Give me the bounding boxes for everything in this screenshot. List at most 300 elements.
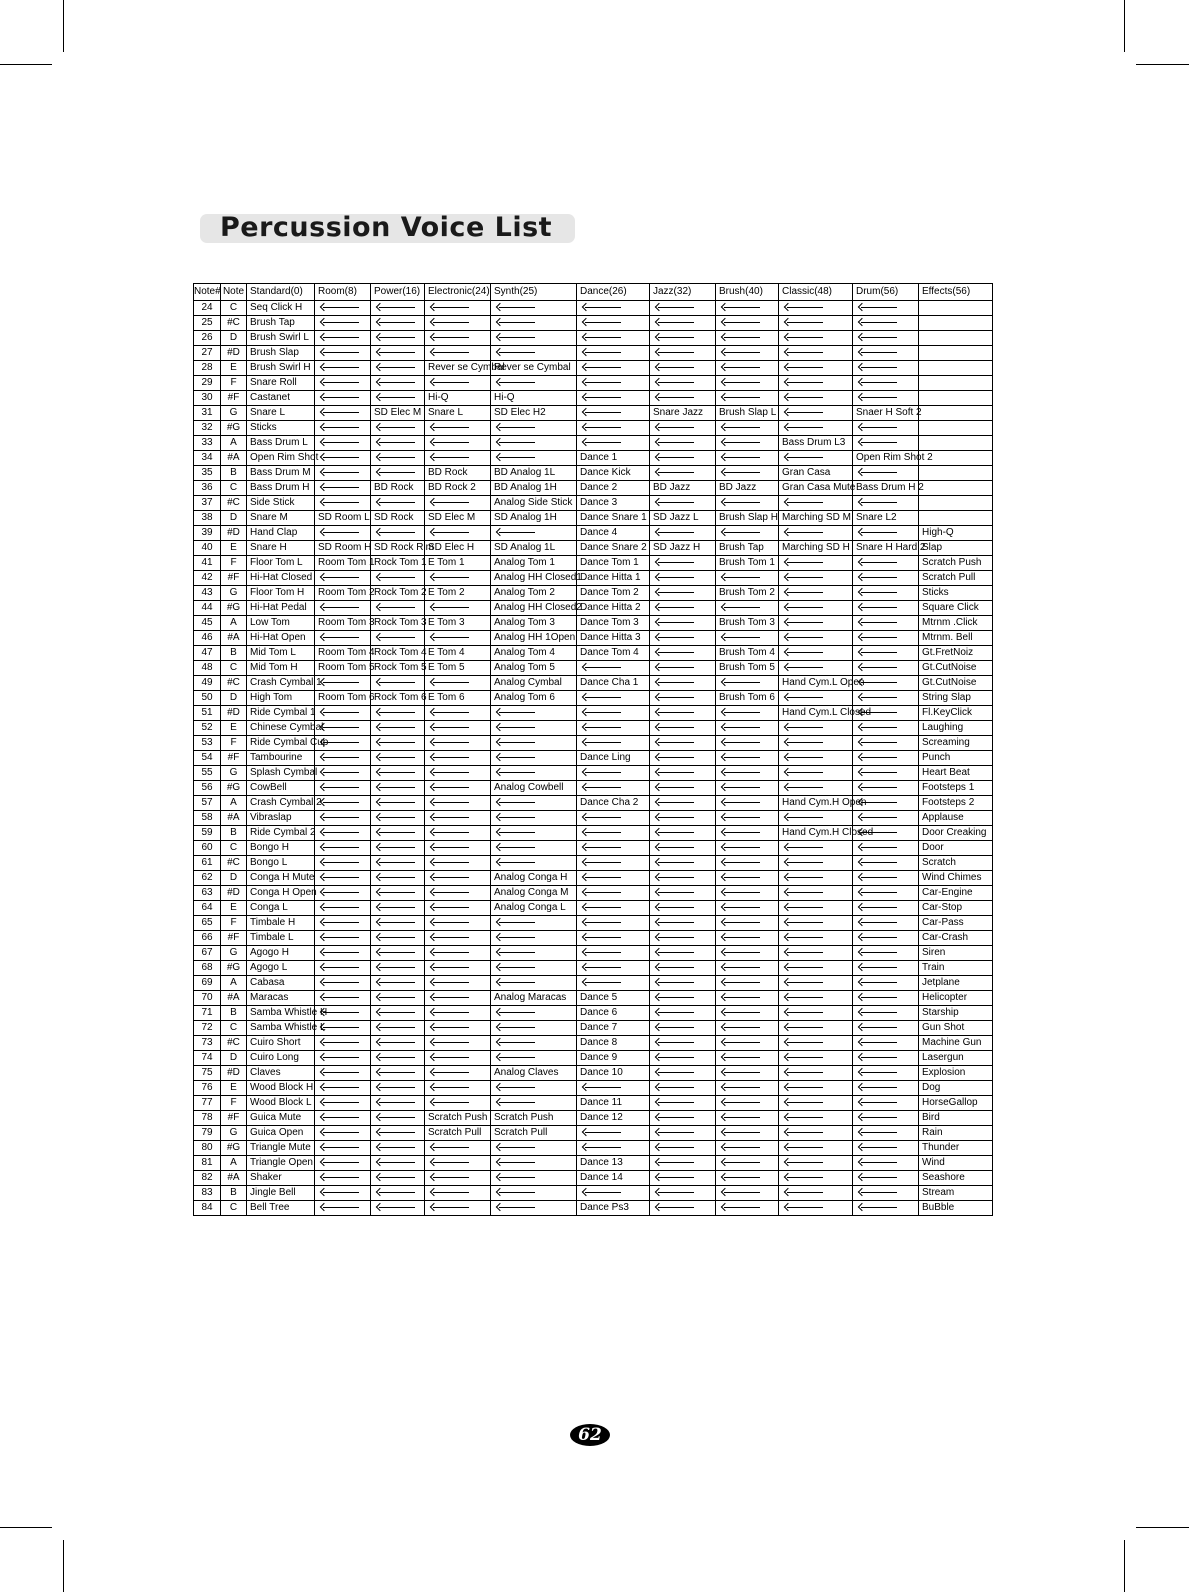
left-arrow-icon (431, 1008, 469, 1016)
table-row (194, 886, 993, 901)
table-cell: Fl.KeyClick (919, 706, 993, 721)
left-arrow-icon (321, 948, 359, 956)
same-as-standard-arrow-cell (425, 1051, 491, 1066)
left-arrow-icon (321, 423, 359, 431)
left-arrow-icon (785, 333, 823, 341)
table-cell: Mtrnm .Click (919, 616, 993, 631)
table-cell: Helicopter (919, 991, 993, 1006)
page-number: 62 (570, 1424, 610, 1446)
left-arrow-icon (859, 438, 897, 446)
left-arrow-icon (431, 633, 469, 641)
left-arrow-icon (656, 1008, 694, 1016)
same-as-standard-arrow-cell (371, 436, 425, 451)
table-cell: Dance 3 (577, 496, 650, 511)
table-cell: Dance Snare 1 (577, 511, 650, 526)
same-as-standard-arrow-cell (491, 1096, 577, 1111)
same-as-standard-arrow-cell (491, 961, 577, 976)
table-cell: D (221, 511, 247, 526)
table-row (194, 316, 993, 331)
same-as-standard-arrow-cell (491, 931, 577, 946)
table-cell: Lasergun (919, 1051, 993, 1066)
left-arrow-icon (431, 903, 469, 911)
left-arrow-icon (785, 588, 823, 596)
table-cell: 36 (194, 481, 221, 496)
table-cell (919, 421, 993, 436)
left-arrow-icon (377, 1083, 415, 1091)
left-arrow-icon (722, 933, 760, 941)
same-as-standard-arrow-cell (577, 766, 650, 781)
table-cell: 41 (194, 556, 221, 571)
table-cell: Guica Open (247, 1126, 315, 1141)
table-cell: Timbale H (247, 916, 315, 931)
same-as-standard-arrow-cell (779, 631, 853, 646)
same-as-standard-arrow-cell (371, 631, 425, 646)
left-arrow-icon (785, 933, 823, 941)
same-as-standard-arrow-cell (315, 571, 371, 586)
left-arrow-icon (431, 738, 469, 746)
same-as-standard-arrow-cell (779, 1126, 853, 1141)
table-cell: Scratch Push (425, 1111, 491, 1126)
left-arrow-icon (785, 498, 823, 506)
same-as-standard-arrow-cell (577, 1081, 650, 1096)
left-arrow-icon (583, 783, 621, 791)
table-cell: Claves (247, 1066, 315, 1081)
left-arrow-icon (859, 903, 897, 911)
same-as-standard-arrow-cell (853, 1141, 919, 1156)
left-arrow-icon (321, 798, 359, 806)
left-arrow-icon (377, 753, 415, 761)
same-as-standard-arrow-cell (779, 931, 853, 946)
same-as-standard-arrow-cell (425, 1156, 491, 1171)
same-as-standard-arrow-cell (779, 376, 853, 391)
table-cell: 24 (194, 301, 221, 316)
same-as-standard-arrow-cell (425, 721, 491, 736)
table-cell: Brush Tom 6 (716, 691, 779, 706)
table-cell: #C (221, 1036, 247, 1051)
same-as-standard-arrow-cell (425, 931, 491, 946)
left-arrow-icon (377, 1023, 415, 1031)
same-as-standard-arrow-cell (425, 811, 491, 826)
same-as-standard-arrow-cell (650, 796, 716, 811)
table-cell: 40 (194, 541, 221, 556)
table-row (194, 976, 993, 991)
same-as-standard-arrow-cell (491, 316, 577, 331)
left-arrow-icon (656, 663, 694, 671)
same-as-standard-arrow-cell (779, 526, 853, 541)
table-cell: Starship (919, 1006, 993, 1021)
left-arrow-icon (377, 1068, 415, 1076)
same-as-standard-arrow-cell (650, 421, 716, 436)
table-row (194, 481, 993, 496)
same-as-standard-arrow-cell (371, 1111, 425, 1126)
same-as-standard-arrow-cell (315, 316, 371, 331)
table-cell: Samba Whistle H (247, 1006, 315, 1021)
table-cell: Jingle Bell (247, 1186, 315, 1201)
same-as-standard-arrow-cell (425, 916, 491, 931)
table-cell: D (221, 1051, 247, 1066)
left-arrow-icon (859, 318, 897, 326)
left-arrow-icon (656, 423, 694, 431)
table-cell: #D (221, 706, 247, 721)
same-as-standard-arrow-cell (491, 1141, 577, 1156)
same-as-standard-arrow-cell (650, 1141, 716, 1156)
table-cell: Rock Tom 1 (371, 556, 425, 571)
same-as-standard-arrow-cell (853, 376, 919, 391)
left-arrow-icon (785, 1188, 823, 1196)
same-as-standard-arrow-cell (425, 901, 491, 916)
table-body (194, 301, 993, 1216)
same-as-standard-arrow-cell (716, 571, 779, 586)
same-as-standard-arrow-cell (779, 691, 853, 706)
same-as-standard-arrow-cell (853, 436, 919, 451)
table-cell: Conga H Open (247, 886, 315, 901)
same-as-standard-arrow-cell (650, 1036, 716, 1051)
same-as-standard-arrow-cell (853, 346, 919, 361)
table-cell: Dance Cha 2 (577, 796, 650, 811)
left-arrow-icon (656, 903, 694, 911)
same-as-standard-arrow-cell (491, 1021, 577, 1036)
left-arrow-icon (859, 858, 897, 866)
same-as-standard-arrow-cell (779, 811, 853, 826)
left-arrow-icon (377, 858, 415, 866)
same-as-standard-arrow-cell (315, 1081, 371, 1096)
same-as-standard-arrow-cell (371, 1201, 425, 1216)
table-cell: Car-Stop (919, 901, 993, 916)
same-as-standard-arrow-cell (716, 781, 779, 796)
table-cell: #A (221, 451, 247, 466)
same-as-standard-arrow-cell (425, 496, 491, 511)
table-cell: 37 (194, 496, 221, 511)
same-as-standard-arrow-cell (650, 991, 716, 1006)
left-arrow-icon (431, 498, 469, 506)
table-cell: Bass Drum M (247, 466, 315, 481)
left-arrow-icon (583, 1128, 621, 1136)
same-as-standard-arrow-cell (716, 721, 779, 736)
same-as-standard-arrow-cell (779, 1066, 853, 1081)
left-arrow-icon (656, 753, 694, 761)
left-arrow-icon (321, 843, 359, 851)
left-arrow-icon (377, 873, 415, 881)
crop-mark (0, 64, 52, 65)
same-as-standard-arrow-cell (371, 1171, 425, 1186)
same-as-standard-arrow-cell (315, 781, 371, 796)
same-as-standard-arrow-cell (650, 766, 716, 781)
same-as-standard-arrow-cell (315, 826, 371, 841)
left-arrow-icon (722, 303, 760, 311)
left-arrow-icon (321, 1173, 359, 1181)
same-as-standard-arrow-cell (716, 466, 779, 481)
crop-mark (1124, 0, 1125, 52)
same-as-standard-arrow-cell (650, 1156, 716, 1171)
same-as-standard-arrow-cell (315, 811, 371, 826)
table-cell: 51 (194, 706, 221, 721)
table-row (194, 406, 993, 421)
column-header: Brush(40) (716, 284, 779, 301)
left-arrow-icon (321, 1143, 359, 1151)
left-arrow-icon (656, 963, 694, 971)
table-row (194, 541, 993, 556)
left-arrow-icon (722, 738, 760, 746)
table-cell: Car-Crash (919, 931, 993, 946)
left-arrow-icon (656, 918, 694, 926)
same-as-standard-arrow-cell (779, 1036, 853, 1051)
same-as-standard-arrow-cell (716, 526, 779, 541)
same-as-standard-arrow-cell (577, 661, 650, 676)
table-cell: Brush Tom 1 (716, 556, 779, 571)
left-arrow-icon (497, 828, 535, 836)
crop-mark (1136, 1527, 1189, 1528)
left-arrow-icon (785, 888, 823, 896)
same-as-standard-arrow-cell (371, 736, 425, 751)
same-as-standard-arrow-cell (716, 1156, 779, 1171)
table-cell: Bird (919, 1111, 993, 1126)
table-cell: Brush Swirl H (247, 361, 315, 376)
left-arrow-icon (859, 423, 897, 431)
table-cell: #F (221, 1111, 247, 1126)
left-arrow-icon (656, 498, 694, 506)
same-as-standard-arrow-cell (577, 886, 650, 901)
left-arrow-icon (321, 528, 359, 536)
table-cell: Dance Ling (577, 751, 650, 766)
same-as-standard-arrow-cell (779, 556, 853, 571)
same-as-standard-arrow-cell (650, 661, 716, 676)
same-as-standard-arrow-cell (491, 1201, 577, 1216)
table-cell (919, 436, 993, 451)
table-cell: Snare L2 (853, 511, 919, 526)
same-as-standard-arrow-cell (371, 886, 425, 901)
left-arrow-icon (583, 348, 621, 356)
same-as-standard-arrow-cell (425, 781, 491, 796)
same-as-standard-arrow-cell (315, 721, 371, 736)
left-arrow-icon (321, 963, 359, 971)
table-cell: 77 (194, 1096, 221, 1111)
table-row (194, 646, 993, 661)
same-as-standard-arrow-cell (650, 946, 716, 961)
same-as-standard-arrow-cell (315, 1036, 371, 1051)
left-arrow-icon (785, 663, 823, 671)
same-as-standard-arrow-cell (853, 826, 919, 841)
left-arrow-icon (583, 393, 621, 401)
left-arrow-icon (377, 933, 415, 941)
table-row (194, 466, 993, 481)
table-row (194, 856, 993, 871)
left-arrow-icon (377, 1203, 415, 1211)
table-cell: 49 (194, 676, 221, 691)
same-as-standard-arrow-cell (371, 931, 425, 946)
left-arrow-icon (321, 888, 359, 896)
table-cell: Hi-Q (425, 391, 491, 406)
same-as-standard-arrow-cell (779, 331, 853, 346)
left-arrow-icon (377, 978, 415, 986)
left-arrow-icon (431, 1203, 469, 1211)
table-cell: #A (221, 811, 247, 826)
left-arrow-icon (431, 753, 469, 761)
same-as-standard-arrow-cell (371, 571, 425, 586)
left-arrow-icon (377, 453, 415, 461)
left-arrow-icon (497, 948, 535, 956)
left-arrow-icon (859, 678, 897, 686)
left-arrow-icon (321, 723, 359, 731)
same-as-standard-arrow-cell (779, 616, 853, 631)
same-as-standard-arrow-cell (650, 571, 716, 586)
same-as-standard-arrow-cell (371, 496, 425, 511)
same-as-standard-arrow-cell (650, 376, 716, 391)
same-as-standard-arrow-cell (577, 736, 650, 751)
table-cell: Open Rim Shot 2 (853, 451, 919, 466)
table-row (194, 736, 993, 751)
left-arrow-icon (583, 1143, 621, 1151)
same-as-standard-arrow-cell (491, 946, 577, 961)
table-row (194, 1021, 993, 1036)
left-arrow-icon (785, 1053, 823, 1061)
table-cell: #C (221, 676, 247, 691)
left-arrow-icon (785, 993, 823, 1001)
same-as-standard-arrow-cell (315, 796, 371, 811)
table-cell: SD Room H (315, 541, 371, 556)
same-as-standard-arrow-cell (371, 1126, 425, 1141)
table-cell: B (221, 466, 247, 481)
column-header: Note# (194, 284, 221, 301)
table-cell: Explosion (919, 1066, 993, 1081)
table-cell: #D (221, 886, 247, 901)
table-cell: E (221, 721, 247, 736)
left-arrow-icon (785, 1128, 823, 1136)
table-cell: Snare M (247, 511, 315, 526)
table-cell: D (221, 331, 247, 346)
left-arrow-icon (722, 678, 760, 686)
table-cell: Analog Side Stick (491, 496, 577, 511)
table-cell: Analog Claves (491, 1066, 577, 1081)
table-cell: 82 (194, 1171, 221, 1186)
table-cell: Dog (919, 1081, 993, 1096)
left-arrow-icon (377, 1143, 415, 1151)
table-cell: 55 (194, 766, 221, 781)
same-as-standard-arrow-cell (716, 1201, 779, 1216)
left-arrow-icon (431, 828, 469, 836)
table-cell: #G (221, 1141, 247, 1156)
same-as-standard-arrow-cell (315, 901, 371, 916)
table-cell: 43 (194, 586, 221, 601)
table-cell: G (221, 766, 247, 781)
left-arrow-icon (859, 753, 897, 761)
left-arrow-icon (377, 1173, 415, 1181)
left-arrow-icon (785, 648, 823, 656)
table-cell: 65 (194, 916, 221, 931)
left-arrow-icon (583, 303, 621, 311)
crop-mark (1124, 1540, 1125, 1592)
same-as-standard-arrow-cell (315, 421, 371, 436)
same-as-standard-arrow-cell (315, 916, 371, 931)
same-as-standard-arrow-cell (716, 1096, 779, 1111)
table-cell: HorseGallop (919, 1096, 993, 1111)
same-as-standard-arrow-cell (716, 1111, 779, 1126)
left-arrow-icon (859, 948, 897, 956)
same-as-standard-arrow-cell (491, 1051, 577, 1066)
left-arrow-icon (656, 1158, 694, 1166)
left-arrow-icon (377, 843, 415, 851)
table-cell: Dance Tom 1 (577, 556, 650, 571)
table-cell: 70 (194, 991, 221, 1006)
table-cell: BD Analog 1L (491, 466, 577, 481)
left-arrow-icon (656, 1143, 694, 1151)
left-arrow-icon (859, 378, 897, 386)
same-as-standard-arrow-cell (853, 1186, 919, 1201)
left-arrow-icon (431, 438, 469, 446)
table-row (194, 751, 993, 766)
table-cell: 61 (194, 856, 221, 871)
same-as-standard-arrow-cell (371, 916, 425, 931)
left-arrow-icon (785, 1113, 823, 1121)
same-as-standard-arrow-cell (371, 316, 425, 331)
left-arrow-icon (497, 708, 535, 716)
table-cell: Dance 12 (577, 1111, 650, 1126)
table-cell: Gt.CutNoise (919, 676, 993, 691)
same-as-standard-arrow-cell (315, 1186, 371, 1201)
left-arrow-icon (859, 1188, 897, 1196)
same-as-standard-arrow-cell (425, 736, 491, 751)
left-arrow-icon (321, 363, 359, 371)
left-arrow-icon (431, 573, 469, 581)
left-arrow-icon (859, 588, 897, 596)
table-cell: Bass Drum L (247, 436, 315, 451)
same-as-standard-arrow-cell (853, 601, 919, 616)
left-arrow-icon (321, 408, 359, 416)
left-arrow-icon (656, 873, 694, 881)
table-cell: Bongo H (247, 841, 315, 856)
left-arrow-icon (431, 768, 469, 776)
column-header: Jazz(32) (650, 284, 716, 301)
same-as-standard-arrow-cell (779, 766, 853, 781)
table-cell: G (221, 946, 247, 961)
same-as-standard-arrow-cell (425, 796, 491, 811)
same-as-standard-arrow-cell (779, 1141, 853, 1156)
same-as-standard-arrow-cell (491, 1006, 577, 1021)
left-arrow-icon (859, 918, 897, 926)
column-header: Note (221, 284, 247, 301)
left-arrow-icon (656, 828, 694, 836)
left-arrow-icon (583, 933, 621, 941)
table-cell: 64 (194, 901, 221, 916)
table-cell: Floor Tom L (247, 556, 315, 571)
same-as-standard-arrow-cell (491, 796, 577, 811)
left-arrow-icon (497, 918, 535, 926)
table-cell: A (221, 616, 247, 631)
same-as-standard-arrow-cell (371, 421, 425, 436)
table-cell: BuBble (919, 1201, 993, 1216)
left-arrow-icon (583, 723, 621, 731)
table-cell: 30 (194, 391, 221, 406)
table-cell: Dance Hitta 2 (577, 601, 650, 616)
table-cell: F (221, 1096, 247, 1111)
table-cell: Hi-Hat Pedal (247, 601, 315, 616)
left-arrow-icon (431, 348, 469, 356)
table-cell: Rever se Cymbal (491, 361, 577, 376)
same-as-standard-arrow-cell (315, 1156, 371, 1171)
table-row (194, 616, 993, 631)
same-as-standard-arrow-cell (577, 706, 650, 721)
same-as-standard-arrow-cell (853, 1081, 919, 1096)
same-as-standard-arrow-cell (779, 1051, 853, 1066)
left-arrow-icon (722, 798, 760, 806)
same-as-standard-arrow-cell (425, 376, 491, 391)
table-cell: Hand Cym.L Closed (779, 706, 853, 721)
left-arrow-icon (656, 453, 694, 461)
same-as-standard-arrow-cell (779, 496, 853, 511)
same-as-standard-arrow-cell (716, 751, 779, 766)
table-cell: E Tom 2 (425, 586, 491, 601)
table-cell: A (221, 976, 247, 991)
page-title: Percussion Voice List (220, 212, 553, 243)
